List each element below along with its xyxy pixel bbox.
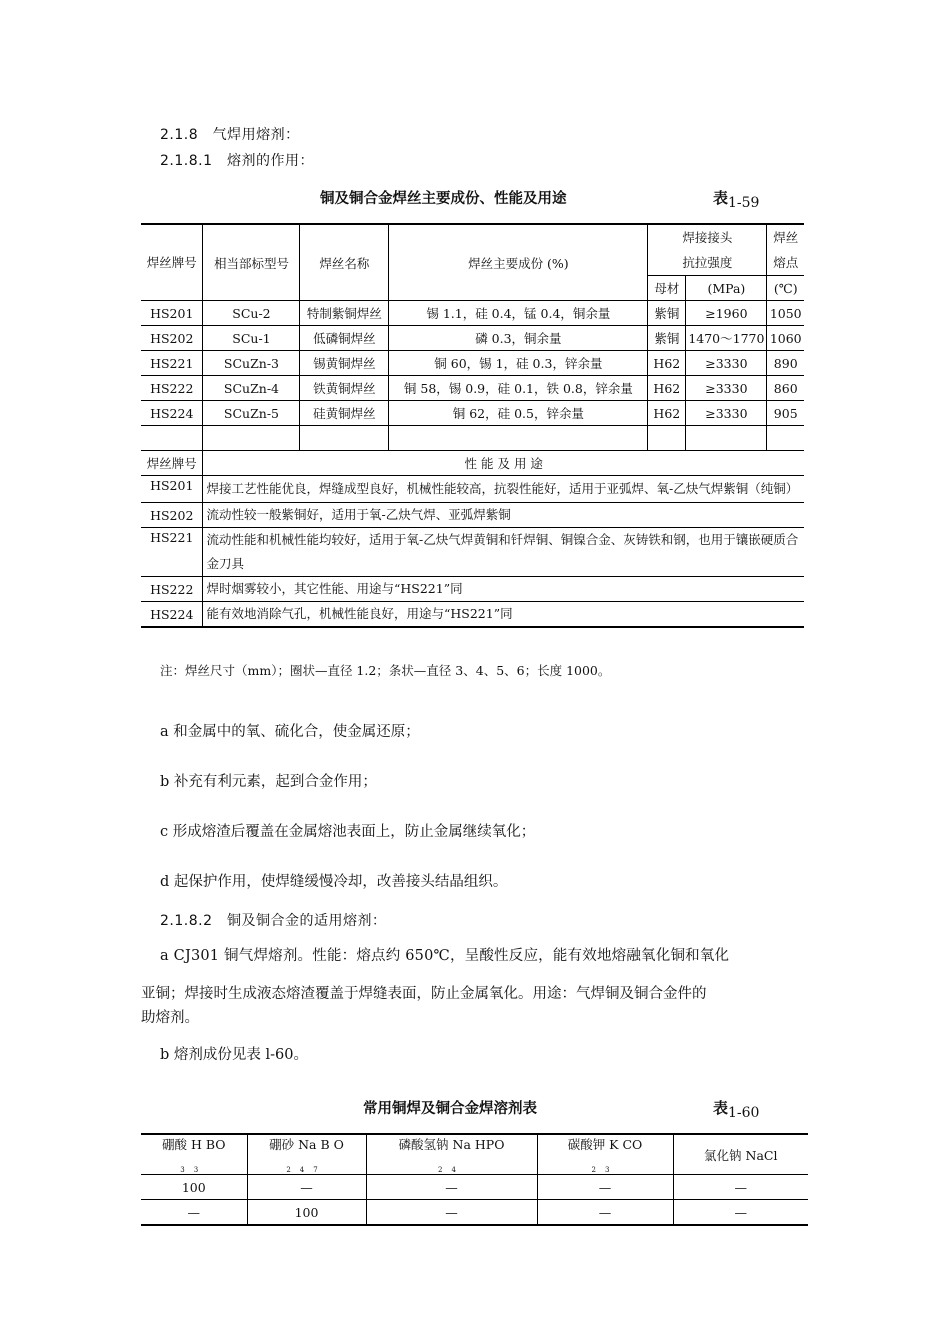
usage-grade: HS224 <box>141 602 203 628</box>
table2-number: 表$_{1-60}$ <box>713 1099 760 1121</box>
paragraph-flux-ref: b 熔剂成份见表 l-60。 <box>160 1047 308 1063</box>
cell-grade: HS221 <box>141 351 203 376</box>
cell-name: 特制紫铜焊丝 <box>300 301 389 326</box>
cell-value: — <box>366 1175 537 1200</box>
paragraph-a: a 和金属中的氧、硫化合，使金属还原； <box>160 724 420 740</box>
cell-value: — <box>537 1200 673 1226</box>
usage-text: 焊时烟雾较小，其它性能、用途与“HS221”同 <box>203 577 804 602</box>
cell-standard: SCu-1 <box>203 326 300 351</box>
usage-row <box>141 577 804 602</box>
section-heading-2-1-8-2: 2.1.8.2 铜及铜合金的适用熔剂： <box>160 913 387 929</box>
cell-value: 100 <box>141 1175 247 1200</box>
usage-header: 性 能 及 用 途 <box>203 451 804 476</box>
flux-composition-table <box>141 1133 808 1226</box>
header-melting-point: 焊丝 熔点 <box>767 224 804 276</box>
cell-value: — <box>247 1175 366 1200</box>
cell-base: H62 <box>648 351 686 376</box>
cell-standard: SCuZn-3 <box>203 351 300 376</box>
cell-value: — <box>366 1200 537 1226</box>
table-row <box>141 301 804 326</box>
cell-grade: HS201 <box>141 301 203 326</box>
cell-melt: 890 <box>767 351 804 376</box>
header-composition: 焊丝主要成份 (%) <box>389 224 648 301</box>
header-grade: 焊丝牌号 <box>141 224 203 301</box>
table-row <box>141 1200 808 1226</box>
cell-base: H62 <box>648 401 686 426</box>
usage-row <box>141 602 804 628</box>
cell-value: — <box>537 1175 673 1200</box>
cell-grade: HS222 <box>141 376 203 401</box>
table-row <box>141 351 804 376</box>
cell-base: H62 <box>648 376 686 401</box>
paragraph-d: d 起保护作用，使焊缝缓慢冷却，改善接头结晶组织。 <box>160 874 508 890</box>
usage-grade: HS201 <box>141 476 203 503</box>
paragraph-cj301-line1: a CJ301 铜气焊熔剂。性能：熔点约 650℃，呈酸性反应，能有效地熔融氧化铜和氧化 <box>160 948 730 964</box>
paragraph-c: c 形成熔渣后覆盖在金属熔池表面上，防止金属继续氧化； <box>160 824 536 840</box>
cell-standard: SCu-2 <box>203 301 300 326</box>
usage-header-grade: 焊丝牌号 <box>141 451 203 476</box>
cell-value: 100 <box>247 1200 366 1226</box>
welding-wire-table <box>141 223 804 628</box>
header-borax: 硼砂 Na B O 247 <box>247 1134 366 1175</box>
cell-value: — <box>673 1200 808 1226</box>
table1-number: 表$_{1-59}$ <box>713 189 760 211</box>
cell-name: 低磷铜焊丝 <box>300 326 389 351</box>
section-heading-2-1-8-1: 2.1.8.1 熔剂的作用： <box>160 153 314 169</box>
cell-base: 紫铜 <box>648 301 686 326</box>
usage-row <box>141 503 804 528</box>
paragraph-cj301-line3: 助熔剂。 <box>141 1010 199 1026</box>
cell-composition: 磷 0.3，铜余量 <box>389 326 648 351</box>
header-potassium-carbonate: 碳酸钾 K CO 23 <box>537 1134 673 1175</box>
cell-name: 硅黄铜焊丝 <box>300 401 389 426</box>
table1-note: 注：焊丝尺寸（mm）；圈状—直径 1.2；条状—直径 3、4、5、6；长度 1000。 <box>160 663 611 678</box>
cell-composition: 铜 60，锡 1，硅 0.3，锌余量 <box>389 351 648 376</box>
cell-value: — <box>673 1175 808 1200</box>
cell-value: — <box>141 1200 247 1226</box>
header-celsius: (℃) <box>767 276 804 301</box>
header-sodium-chloride: 氯化钠 NaCl <box>673 1134 808 1175</box>
cell-name: 锡黄铜焊丝 <box>300 351 389 376</box>
usage-row <box>141 476 804 503</box>
table-row <box>141 376 804 401</box>
cell-composition: 铜 62，硅 0.5，锌余量 <box>389 401 648 426</box>
header-standard: 相当部标型号 <box>203 224 300 301</box>
usage-row <box>141 528 804 577</box>
table1-caption: 铜及铜合金焊丝主要成份、性能及用途 <box>320 191 567 207</box>
usage-text: 流动性能和机械性能均较好，适用于氧-乙炔气焊黄铜和钎焊铜、铜镍合金、灰铸铁和钢，也用于镶嵌硬质合金刀具 <box>203 528 804 577</box>
usage-grade: HS221 <box>141 528 203 577</box>
table-row <box>141 326 804 351</box>
cell-strength: ≥3330 <box>686 401 767 426</box>
table2-caption: 常用铜焊及铜合金焊溶剂表 <box>363 1101 537 1117</box>
usage-grade: HS202 <box>141 503 203 528</box>
cell-standard: SCuZn-5 <box>203 401 300 426</box>
header-strength: 焊接接头 抗拉强度 <box>648 224 767 276</box>
header-base-metal: 母材 <box>648 276 686 301</box>
cell-melt: 1060 <box>767 326 804 351</box>
cell-strength: ≥1960 <box>686 301 767 326</box>
cell-standard: SCuZn-4 <box>203 376 300 401</box>
usage-text: 焊接工艺性能优良，焊缝成型良好，机械性能较高，抗裂性能好，适用于亚弧焊、氧-乙炔气焊紫铜（纯铜） <box>203 476 804 503</box>
header-boric-acid: 硼酸 H BO 33 <box>141 1134 247 1175</box>
usage-text: 流动性较一般紫铜好，适用于氧-乙炔气焊、亚弧焊紫铜 <box>203 503 804 528</box>
cell-grade: HS202 <box>141 326 203 351</box>
table-row <box>141 1175 808 1200</box>
cell-composition: 锡 1.1，硅 0.4，锰 0.4，铜余量 <box>389 301 648 326</box>
paragraph-b: b 补充有利元素，起到合金作用； <box>160 774 377 790</box>
header-sodium-phosphate: 磷酸氢钠 Na HPO 24 <box>366 1134 537 1175</box>
usage-grade: HS222 <box>141 577 203 602</box>
header-mpa: (MPa) <box>686 276 767 301</box>
cell-melt: 860 <box>767 376 804 401</box>
cell-strength: 1470～1770 <box>686 326 767 351</box>
cell-melt: 1050 <box>767 301 804 326</box>
header-name: 焊丝名称 <box>300 224 389 301</box>
usage-text: 能有效地消除气孔，机械性能良好，用途与“HS221”同 <box>203 602 804 628</box>
cell-strength: ≥3330 <box>686 376 767 401</box>
cell-grade: HS224 <box>141 401 203 426</box>
empty-row <box>141 426 804 451</box>
table-row <box>141 401 804 426</box>
cell-composition: 铜 58，锡 0.9，硅 0.1，铁 0.8，锌余量 <box>389 376 648 401</box>
cell-strength: ≥3330 <box>686 351 767 376</box>
section-heading-2-1-8: 2.1.8 气焊用熔剂： <box>160 127 300 143</box>
cell-melt: 905 <box>767 401 804 426</box>
cell-name: 铁黄铜焊丝 <box>300 376 389 401</box>
cell-base: 紫铜 <box>648 326 686 351</box>
paragraph-cj301-line2: 亚铜；焊接时生成液态熔渣覆盖于焊缝表面，防止金属氧化。用途：气焊铜及铜合金件的 <box>141 986 707 1002</box>
